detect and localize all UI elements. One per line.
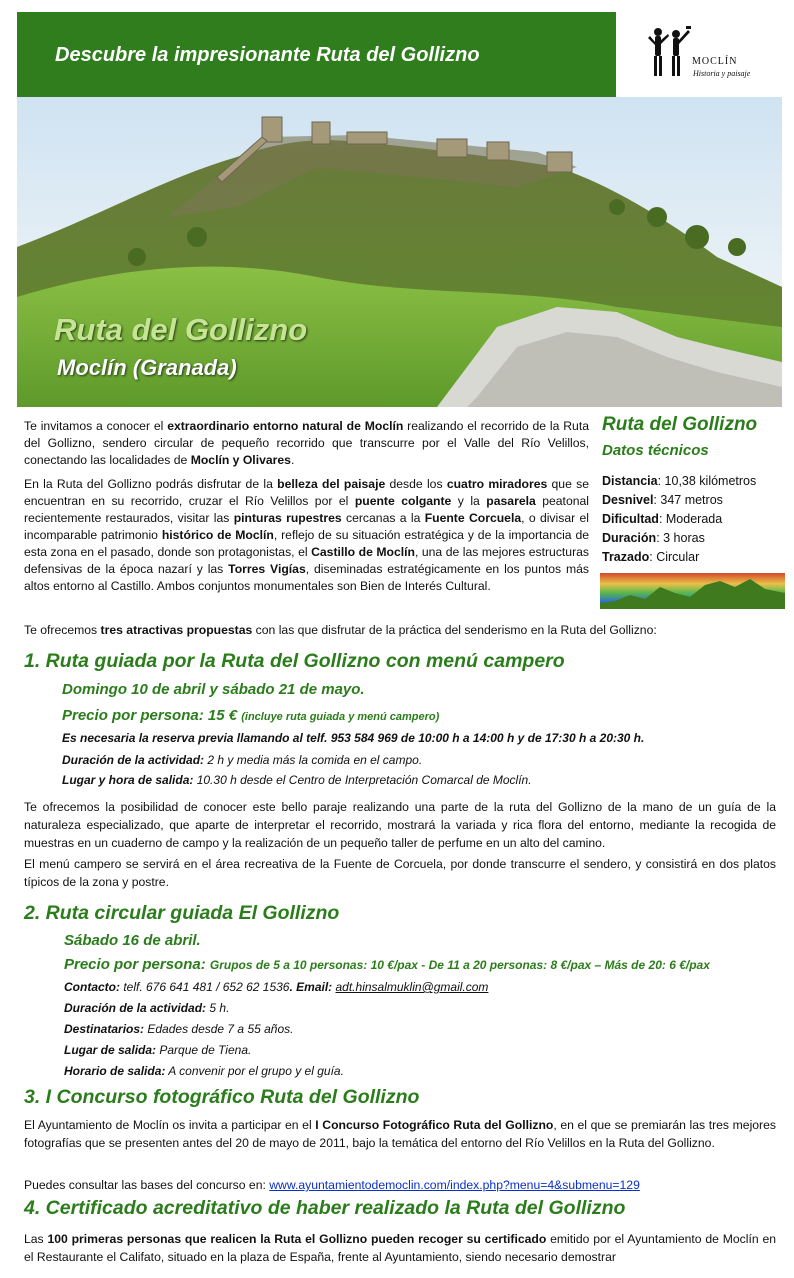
header-banner: [17, 12, 616, 97]
section-1-reservation: [62, 731, 644, 745]
sidebar-subtitle: Datos técnicos: [602, 442, 709, 459]
logo-figures-icon: [648, 22, 692, 84]
text-bold: Moclín y Olivares: [190, 453, 291, 467]
tech-label: Distancia: [602, 474, 658, 488]
section-2-date: Sábado 16 de abril.: [64, 932, 201, 949]
section-1-price: [62, 707, 439, 724]
logo-subtitle: Historia y paisaje: [693, 69, 751, 78]
section-2-duration: [64, 1001, 229, 1015]
section-1-paragraph-1: Te ofrecemos la posibilidad de conocer este bello paraje realizando una parte de la ruta del Gollizno de la mano de un guía de la naturaleza especializado, que aparte de interpretar el recorrido, mostrará la variada y rica flora del entorno, mediante la recogida de muestras en un cuaderno de campo y la realización de un pequeño taller de perfume en un alto del camino.: [24, 800, 776, 850]
text-bold: extraordinario entorno natural de Moclín: [167, 419, 404, 433]
detail-label: . Email:: [289, 980, 336, 994]
price-note: (incluye ruta guiada y menú campero): [241, 711, 440, 723]
section-2-heading: 2. Ruta circular guiada El Gollizno: [24, 902, 340, 924]
text-run: El Ayuntamiento de Moclín os invita a participar en el: [24, 1118, 316, 1132]
text-run: , reflejo de su situación estratégica y de la importancia de esta zona en el pasado, donde son protagonistas, el: [24, 528, 590, 559]
text-run: y la: [451, 494, 487, 508]
text-bold: puente colgante: [354, 494, 452, 508]
price-label: Precio por persona:: [64, 956, 210, 973]
text-bold: pinturas rupestres: [233, 511, 342, 525]
tech-label: Duración: [602, 531, 657, 545]
intro-paragraph-2: [24, 476, 589, 595]
moclin-logo: [648, 22, 768, 86]
detail-label: Contacto:: [64, 980, 120, 994]
tech-value: : Moderada: [658, 512, 723, 526]
section-2-price: [64, 956, 710, 973]
section-1-dates: Domingo 10 de abril y sábado 21 de mayo.: [62, 681, 365, 698]
tech-label: Desnivel: [602, 493, 654, 507]
detail-label: Lugar de salida:: [64, 1043, 157, 1057]
section-2-time: [64, 1064, 344, 1078]
tech-duration: [602, 531, 705, 545]
text-run: , diseminadas estratégicamente en los puntos más altos entorno al Castillo. Ambos conjuntos monumentales son Bien de Interés Cultural.: [24, 562, 590, 593]
text-bold: histórico de Moclín: [161, 528, 274, 542]
detail-value: Edades desde 7 a 55 años.: [144, 1022, 294, 1036]
text-bold: belleza del paisaje: [277, 477, 386, 491]
text-run: Puedes consultar las bases del concurso en:: [24, 1178, 270, 1192]
section-2-contact: [64, 980, 488, 994]
detail-value: 10.30 h desde el Centro de Interpretación Comarcal de Moclín.: [193, 773, 532, 787]
tech-value: : Circular: [649, 550, 700, 564]
intro-paragraph-3: [24, 622, 774, 639]
text-run: , en el que se premiarán las tres mejores fotografías que se presenten antes del 20 de mayo de 2011, bajo la temática del entorno del Río Velillos en la Ruta del Gollizno.: [24, 1118, 776, 1150]
text-run: .: [290, 453, 295, 467]
tech-value: : 3 horas: [656, 531, 705, 545]
tech-label: Trazado: [602, 550, 650, 564]
text-run: cercanas a la: [341, 511, 425, 525]
text-run: , una de las mejores estructuras defensivas de la época nazarí y las: [24, 545, 590, 576]
detail-label: Duración de la actividad:: [62, 753, 205, 767]
detail-label: Duración de la actividad:: [64, 1001, 207, 1015]
text-run: con las que disfrutar de la práctica del senderismo en la Ruta del Gollizno:: [252, 623, 657, 637]
detail-value: 5 h.: [206, 1001, 230, 1015]
detail-value: Parque de Tiena.: [156, 1043, 252, 1057]
section-4-heading: 4. Certificado acreditativo de haber realizado la Ruta del Gollizno: [24, 1197, 626, 1219]
tech-value: : 10,38 kilómetros: [657, 474, 757, 488]
detail-value: telf. 676 641 481 / 652 62 1536: [120, 980, 290, 994]
section-3-paragraph-2: [24, 1177, 776, 1194]
text-bold: I Concurso Fotográfico Ruta del Gollizno: [315, 1118, 554, 1132]
tech-difficulty: [602, 512, 722, 526]
section-1-duration: [62, 753, 422, 767]
email-link[interactable]: adt.hinsalmuklin@gmail.com: [335, 980, 489, 994]
tech-distance: [602, 474, 756, 488]
logo-name: MOCLÍN: [692, 56, 738, 67]
text-run: emitido por el Ayuntamiento de Moclín en el Restaurante el Califato, situado en la plaza de España, frente al Ayuntamiento, siendo necesario demostrar: [24, 1232, 777, 1264]
banner-title: Descubre la impresionante Ruta del Gollizno: [55, 44, 480, 66]
text-run: realizando el recorrido de la Ruta del Gollizno, sendero circular de pequeño recorrido que transcurre por el Valle del Río Velillos, conectando las localidades de: [24, 419, 589, 467]
hero-photo: [17, 97, 782, 407]
text-bold: tres atractivas propuestas: [100, 623, 253, 637]
detail-value: 2 h y media más la comida en el campo.: [204, 753, 423, 767]
tech-elevation: [602, 493, 723, 507]
tech-value: : 347 metros: [653, 493, 723, 507]
text-run: Te invitamos a conocer el: [24, 419, 168, 433]
text-bold: Torres Vigías: [228, 562, 306, 576]
detail-label: Horario de salida:: [64, 1064, 166, 1078]
section-4-paragraph-1: [24, 1230, 776, 1266]
reservation-text: Es necesaria la reserva previa llamando al telf. 953 584 969 de 10:00 h a 14:00 h y de 17:30 h a 20:30 h.: [62, 731, 645, 745]
text-bold: Fuente Corcuela: [424, 511, 522, 525]
hero-subtitle: Moclín (Granada): [57, 355, 237, 380]
section-2-target: [64, 1022, 293, 1036]
elevation-profile-graphic: [600, 573, 785, 609]
text-run: Te ofrecemos: [24, 623, 101, 637]
text-bold: Castillo de Moclín: [311, 545, 415, 559]
section-3-paragraph-1: [24, 1116, 776, 1152]
tech-layout: [602, 550, 699, 564]
detail-value: A convenir por el grupo y el guía.: [165, 1064, 344, 1078]
text-run: , o divisar el incomparable patrimonio: [24, 511, 589, 542]
price-note: Grupos de 5 a 10 personas: 10 €/pax - De 11 a 20 personas: 8 €/pax – Más de 20: 6 €/pax: [209, 958, 710, 972]
text-run: que se encuentran en su recorrido, cruzar el Río Velillos por el: [24, 477, 589, 508]
hero-title: Ruta del Gollizno: [54, 312, 308, 347]
detail-label: Destinatarios:: [64, 1022, 145, 1036]
text-run: Las: [24, 1232, 48, 1246]
sidebar-title: Ruta del Gollizno: [602, 414, 758, 435]
text-bold: 100 primeras personas que realicen la Ruta el Gollizno pueden recoger su certificado: [47, 1232, 547, 1246]
price-label: Precio por persona: 15 €: [62, 707, 242, 724]
intro-paragraph-1: [24, 418, 589, 469]
text-bold: cuatro miradores: [446, 477, 548, 491]
contest-rules-link[interactable]: www.ayuntamientodemoclin.com/index.php?menu=4&submenu=129: [269, 1178, 640, 1192]
section-2-place: [64, 1043, 251, 1057]
section-1-place: [62, 773, 532, 787]
section-3-heading: 3. I Concurso fotográfico Ruta del Gollizno: [24, 1086, 420, 1108]
tech-label: Dificultad: [602, 512, 659, 526]
text-bold: pasarela: [486, 494, 536, 508]
text-run: peatonal recientemente restaurados, visitar las: [24, 494, 589, 525]
section-1-paragraph-2: El menú campero se servirá en el área recreativa de la Fuente de Corcuela, por donde transcurre el sendero, y consistirá en dos platos típicos de la zona y postre.: [24, 857, 776, 889]
text-run: desde los: [385, 477, 447, 491]
detail-label: Lugar y hora de salida:: [62, 773, 194, 787]
section-1-heading: 1. Ruta guiada por la Ruta del Gollizno con menú campero: [24, 650, 565, 672]
text-run: En la Ruta del Gollizno podrás disfrutar de la: [24, 477, 278, 491]
